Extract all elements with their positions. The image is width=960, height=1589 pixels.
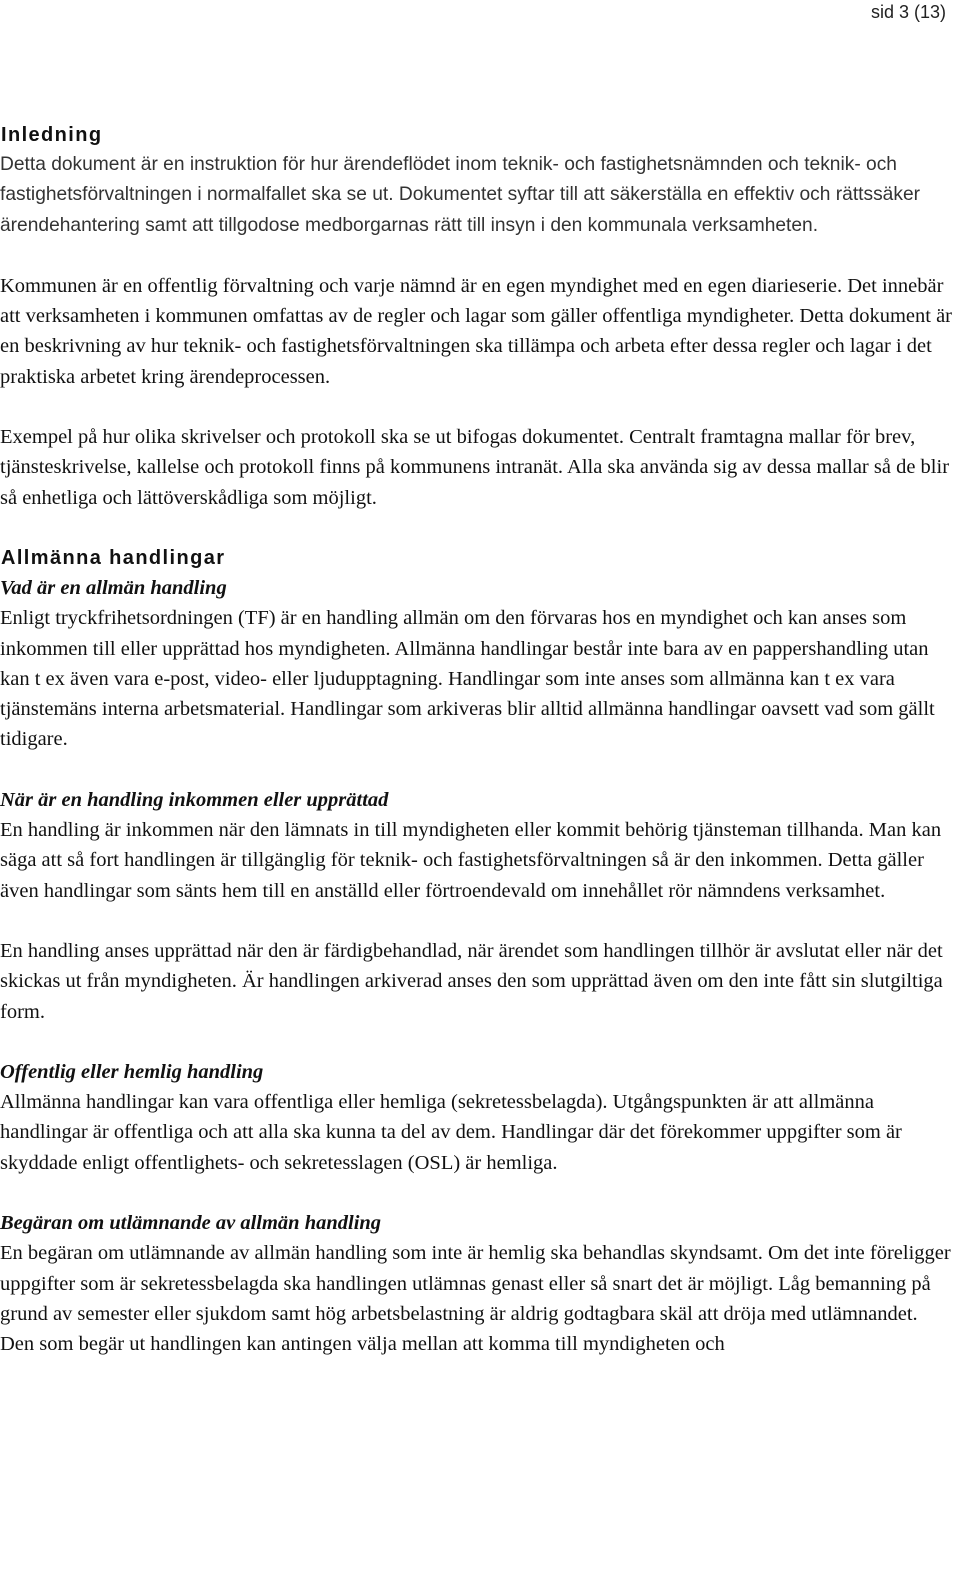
subheading-offentlig-hemlig: Offentlig eller hemlig handling: [0, 1060, 264, 1083]
intro-paragraph-3: Exempel på hur olika skrivelser och protokoll ska se ut bifogas dokumentet. Centralt framtagna mallar för brev, tjänsteskrivelse, kallelse och protokoll finns på kommunens intranät. Alla ska använda sig av dessa mallar så de blir så enhetliga och lättöverskådliga som möjligt.: [0, 426, 950, 509]
paragraph-begaran-utlamnande: En begäran om utlämnande av allmän handling som inte är hemlig ska behandlas skyndsamt. Om det inte föreligger uppgifter som är sekretessbelagda ska handlingen utlämnas genast eller så snart det är möjligt. Låg bemanning på grund av semester eller sjukdom samt hög arbetsbelastning är aldrig godtagbara skäl att dröja med utlämnandet. Den som begär ut handlingen kan antingen välja mellan att komma till myndigheten och: [0, 1242, 951, 1356]
page-number: sid 3 (13): [870, 2, 946, 22]
subheading-vad-ar-allman-handling: Vad är en allmän handling: [0, 576, 227, 599]
section-heading-allmanna-handlingar: Allmänna handlingar: [1, 546, 226, 569]
paragraph-upprattad: En handling anses upprättad när den är färdigbehandlad, när ärendet som handlingen tillhör är avslutat eller när det skickas ut från myndigheten. Är handlingen arkiverad anses den som upprättad även om den inte fått sin slutgiltiga form.: [0, 939, 943, 1023]
subheading-inkommen-upprattad: När är en handling inkommen eller upprättad: [0, 788, 389, 811]
document-body: [0, 120, 952, 1360]
paragraph-inkommen: En handling är inkommen när den lämnats in till myndigheten eller kommit behörig tjänsteman tillhanda. Man kan säga att så fort handlingen är tillgänglig för teknik- och fastighetsförvaltningen så är den inkommen. Detta gäller även handlingar som sänts hem till en anställd eller förtroendevald om innehållet rör nämndens verksamhet.: [0, 819, 942, 902]
subheading-begaran-utlamnande: Begäran om utlämnande av allmän handling: [0, 1212, 382, 1235]
intro-paragraph-1: Detta dokument är en instruktion för hur ärendeflödet inom teknik- och fastighetsnämnden och teknik- och fastighetsförvaltningen i normalfallet ska se ut. Dokumentet syftar till att säkerställa en effektiv och rättssäker ärendehantering samt att tillgodose medborgarnas rätt till insyn i den kommunala verksamheten.: [0, 154, 921, 236]
section-heading-inledning: Inledning: [1, 124, 103, 146]
paragraph-vad-ar-allman-handling: Enligt tryckfrihetsordningen (TF) är en handling allmän om den förvaras hos en myndighet och kan anses som inkommen till eller upprättad hos myndigheten. Allmänna handlingar består inte bara av en pappershandling utan kan t ex även vara e-post, video- eller ljudupptagning. Handlingar som inte anses som allmänna kan t ex vara tjänstemäns interna arbetsmaterial. Handlingar som arkiveras blir alltid allmänna handlingar oavsett vad som gällt tidigare.: [0, 607, 935, 751]
intro-paragraph-2: Kommunen är en offentlig förvaltning och varje nämnd är en egen myndighet med en egen diarieserie. Det innebär att verksamheten i kommunen omfattas av de regler och lagar som gäller offentliga myndigheter. Detta dokument är en beskrivning av hur teknik- och fastighetsförvaltningen ska tillämpa och arbeta efter dessa regler och lagar i det praktiska arbetet kring ärendeprocessen.: [0, 274, 952, 388]
paragraph-offentlig-hemlig: Allmänna handlingar kan vara offentliga eller hemliga (sekretessbelagda). Utgångspunkten är att allmänna handlingar är offentliga och att alla ska kunna ta del av dem. Handlingar där det förekommer uppgifter som är skyddade enligt offentlighets- och sekretesslagen (OSL) är hemliga.: [0, 1091, 902, 1174]
